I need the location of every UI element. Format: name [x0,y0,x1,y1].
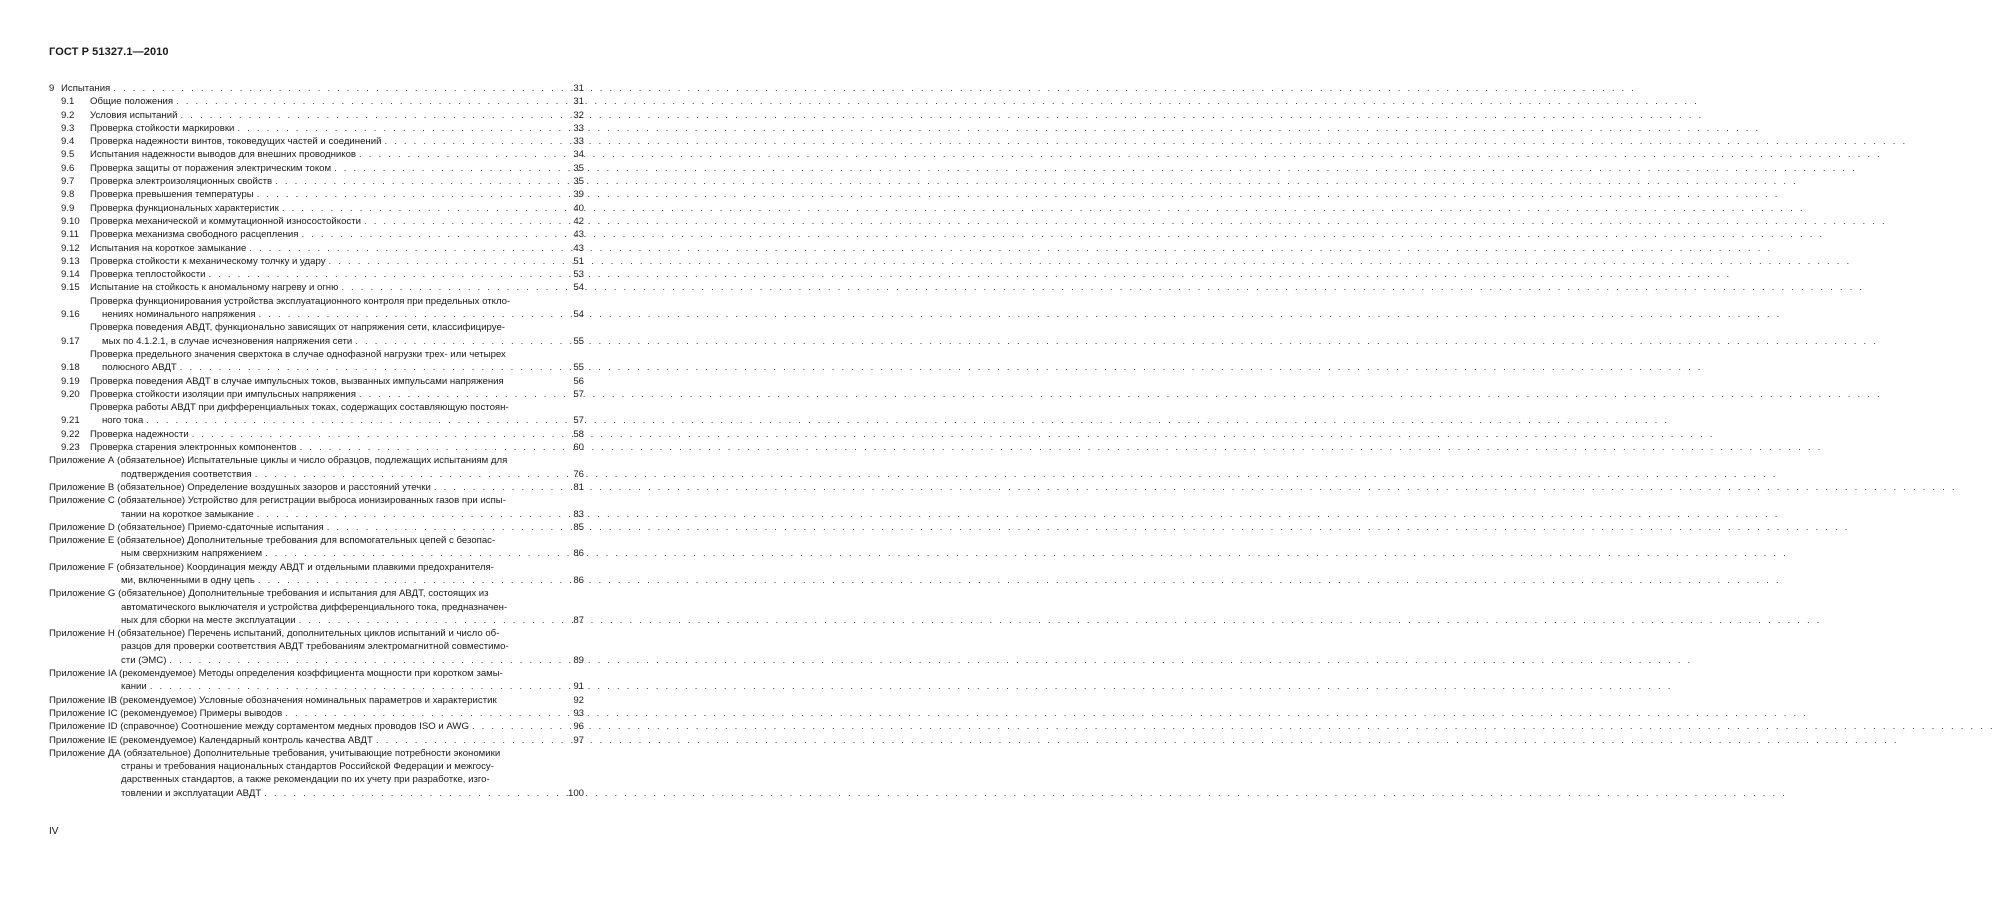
toc-entry-page: 51 [573,255,584,267]
toc-appendix-entry[interactable] [49,720,584,733]
toc-entry-title: Проверка надежности винтов, токоведущих частей и соединений [90,136,382,148]
page-number: IV [49,826,59,837]
toc-entry-title: Приложение А (обязательное) Испытательные циклы и число образцов, подлежащих испытаниям для [49,455,508,467]
toc-entry[interactable] [49,228,584,241]
dot-leader [272,175,558,188]
toc-entry[interactable] [49,441,584,454]
toc-entry-number: 9.18 [61,362,80,374]
toc-entry-number: 9.23 [61,442,80,454]
toc-entry-title: полюсного АВДТ [102,362,177,374]
dot-leader [331,162,558,175]
toc-entry-number: 9.19 [61,375,80,387]
toc-entry-number: 9.16 [61,309,80,321]
toc-entry-title: Проверка функциональных характеристик [90,202,279,214]
toc-entry-title: тании на короткое замыкание [121,508,254,520]
toc-entry[interactable] [49,242,584,255]
toc-entry-title: Проверка предельного значения сверхтока в случае однофазной нагрузки трех- или четырех [90,348,506,360]
toc-entry-number: 9.14 [61,269,80,281]
toc-entry-title: Проверка теплостойкости [90,269,206,281]
toc-entry-page: 33 [573,136,584,148]
toc-entry-title: Общие положения [90,96,174,108]
toc-entry-title: Проверка функционирования устройства эксплуатационного контроля при предельных откло- [90,295,511,307]
toc-entry-page: 54 [573,282,584,294]
toc-entry[interactable] [49,401,584,428]
toc-entry[interactable] [49,122,584,135]
toc-entry[interactable] [49,82,584,95]
toc-entry-number: 9.9 [61,202,75,214]
toc-entry-title: товлении и эксплуатации АВДТ [121,787,262,799]
dot-leader [254,188,558,201]
dot-leader [254,508,558,521]
toc-entry-title: страны и требования национальных стандартов Российской Федерации и межгосу- [121,761,494,773]
toc-entry-page: 57 [573,388,584,400]
dot-leader [282,707,558,720]
toc-entry-title: разцов для проверки соответствия АВДТ требованиям электромагнитной совместимо- [121,641,509,653]
dot-leader [338,281,558,294]
toc-entry-title: Условия испытаний [90,109,178,121]
toc-entry-number: 9.13 [61,255,80,267]
toc-entry-title: ных для сборки на месте эксплуатации [121,614,296,626]
dot-leader [356,388,558,401]
toc-appendix-entry[interactable] [49,707,584,720]
dot-leader [205,268,558,281]
toc-entry-page: 96 [573,721,584,733]
toc-entry[interactable] [49,255,584,268]
toc-entry-page: 55 [573,362,584,374]
toc-entry-page: 58 [573,428,584,440]
dot-leader [143,414,558,427]
toc-entry-title: Проверка старения электронных компонентов [90,442,297,454]
dot-leader [381,135,558,148]
toc-appendix-entry[interactable] [49,747,584,800]
toc-entry[interactable] [49,321,584,348]
toc-entry-number: 9.22 [61,428,80,440]
toc-entry-title: Проверка поведения АВДТ в случае импульсных токов, вызванных импульсами напряжения [90,375,504,387]
toc-entry[interactable] [49,188,584,201]
toc-appendix-entry[interactable] [49,627,584,667]
toc-entry-title: подтверждения соответствия [121,468,252,480]
dot-leader [261,787,558,800]
toc-entry-page: 81 [573,481,584,493]
toc-entry-title: ного тока [102,415,144,427]
toc-entry-title: кании [121,681,147,693]
toc-entry-title: мых по 4.1.2.1, в случае исчезновения напряжения сети [102,335,353,347]
dot-leader [256,308,558,321]
toc-appendix-entry[interactable] [49,481,584,494]
toc-entry[interactable] [49,215,584,228]
dot-leader [324,521,558,534]
toc-entry-number: 9 [49,83,55,94]
toc-entry-title: Испытания на короткое замыкание [90,242,247,254]
toc-entry-title: Проверка надежности [90,428,189,440]
toc-entry-title: Проверка стойкости изоляции при импульсных напряжения [90,388,356,400]
toc-entry-page: 42 [573,215,584,227]
dot-leader [178,109,559,122]
toc-entry-page: 100 [567,787,584,799]
toc-appendix-entry[interactable] [49,694,584,707]
document-header: ГОСТ Р 51327.1—2010 [49,46,169,58]
dot-leader [431,481,558,494]
toc-entry-page: 39 [573,189,584,201]
toc-entry-title: Приложение D (обязательное) Приемо-сдаточные испытания [49,521,324,533]
dot-leader [255,574,558,587]
toc-entry-title: Приложение Е (обязательное) Дополнительные требования для вспомогательных цепей с безопас- [49,535,496,547]
toc-entry[interactable] [49,428,584,441]
dot-leader [296,614,558,627]
toc-appendix-entry[interactable] [49,521,584,534]
toc-entry[interactable] [49,95,584,108]
toc-entry-title: Приложение IA (рекомендуемое) Методы определения коэффициента мощности при коротком замы- [49,668,503,680]
dot-leader [356,148,558,161]
toc-appendix-entry[interactable] [49,454,584,481]
toc-entry[interactable] [49,175,584,188]
toc-entry-page: 53 [573,269,584,281]
dot-leader [262,547,558,560]
toc-entry-number: 9.1 [61,96,75,108]
toc-entry-title: автоматического выключателя и устройства дифференциального тока, предназначен- [121,601,508,613]
toc-entry-page: 86 [573,548,584,560]
toc-entry-title: Приложение IE (рекомендуемое) Календарный контроль качества АВДТ [49,734,373,746]
toc-entry-page: 89 [573,654,584,666]
toc-entry-page: 33 [573,122,584,134]
toc-entry[interactable] [49,348,584,375]
toc-entry-number: 9.11 [61,229,79,241]
toc-appendix-entry[interactable] [49,494,584,521]
toc-entry-page: 56 [573,375,584,387]
toc-entry-title: Проверка превышения температуры [90,189,254,201]
toc-entry-page: 97 [573,734,584,746]
toc-entry-page: 31 [573,83,584,94]
toc-appendix-entry[interactable] [49,561,584,588]
dot-leader [352,335,558,348]
toc-entry-number: 9.12 [61,242,80,254]
toc-entry-title: Проверка поведения АВДТ, функционально зависящих от напряжения сети, классифицируе- [90,322,505,334]
toc-entry-title: Приложение Н (обязательное) Перечень испытаний, дополнительных циклов испытаний и число об- [49,628,500,640]
dot-leader [252,468,558,481]
toc-entry-page: 35 [573,176,584,188]
toc-entry[interactable] [49,295,584,322]
toc-entry-page: 87 [573,614,584,626]
toc-entry-page: 91 [573,681,584,693]
toc-entry[interactable] [49,109,584,122]
toc-entry-number: 9.2 [61,109,75,121]
toc-appendix-entry[interactable] [49,534,584,561]
toc-entry-number: 9.5 [61,149,75,161]
toc-entry-title: Проверка механизма свободного расцепления [90,229,299,241]
toc-appendix-entry[interactable] [49,734,584,747]
toc-entry-page: 43 [573,242,584,254]
toc-entry[interactable] [49,148,584,161]
dot-leader [173,95,558,108]
toc-entry-number: 9.6 [61,162,75,174]
toc-entry-title: Испытания надежности выводов для внешних проводников [90,149,357,161]
toc-entry-title: ми, включенными в одну цепь [121,574,255,586]
toc-entry-title: Испытание на стойкость к аномальному нагреву и огню [90,282,339,294]
toc-entry[interactable] [49,162,584,175]
toc-entry-page: 92 [573,694,584,706]
toc-entry[interactable] [49,388,584,401]
dot-leader [166,654,558,667]
dot-leader [279,202,558,215]
toc-entry-number: 9.7 [61,176,75,188]
toc-entry-number: 9.20 [61,388,80,400]
toc-entry-title: Приложение F (обязательное) Координация между АВДТ и отдельными плавкими предохранителя- [49,561,494,573]
toc-entry-number: 9.21 [61,415,80,427]
toc-entry-title: Приложение IB (рекомендуемое) Условные обозначения номинальных параметров и характеристик [49,694,497,706]
toc-entry-title: Приложение В (обязательное) Определение воздушных зазоров и расстояний утечки [49,481,431,493]
toc-entry-page: 40 [573,202,584,214]
dot-leader [246,242,558,255]
toc-entry-title: Испытания [61,83,111,94]
toc-entry-title: Проверка стойкости маркировки [90,122,235,134]
toc-entry-title: Проверка электроизоляционных свойств [90,176,273,188]
toc-entry-page: 83 [573,508,584,520]
dot-leader [147,680,558,693]
toc-entry-title: Проверка стойкости к механическому толчку и удару [90,255,326,267]
toc-entry-title: Приложение IC (рекомендуемое) Примеры выводов [49,707,283,719]
toc-entry-title: дарственных стандартов, а также рекомендации по их учету при разработке, изго- [121,774,490,786]
toc-entry-number: 9.17 [61,335,80,347]
toc-entry[interactable] [49,281,584,294]
toc-entry-page: 76 [573,468,584,480]
toc-entry-page: 86 [573,574,584,586]
dot-leader [177,361,558,374]
toc-entry-title: Приложение ID (справочное) Соотношение между сортаментом медных проводов ISO и AWG [49,721,469,733]
toc-entry-number: 9.3 [61,122,75,134]
dot-leader [326,255,559,268]
dot-leader [361,215,558,228]
dot-leader [110,82,558,95]
dot-leader [469,720,558,733]
toc-entry-title: сти (ЭМС) [121,654,167,666]
toc-entry-page: 57 [573,415,584,427]
dot-leader [373,734,558,747]
toc-entry[interactable] [49,375,584,388]
toc-entry-page: 32 [573,109,584,121]
toc-entry-title: Приложение G (обязательное) Дополнительные требования и испытания для АВДТ, состоящих из [49,588,489,600]
dot-leader [298,228,558,241]
toc-entry-number: 9.15 [61,282,80,294]
toc-entry-page: 93 [573,707,584,719]
dot-leader [189,428,558,441]
toc-entry-page: 43 [573,229,584,241]
toc-entry-title: Проверка работы АВДТ при дифференциальных токах, содержащих составляющую постоян- [90,402,509,414]
toc-appendix-entry[interactable] [49,667,584,694]
toc-entry-page: 85 [573,521,584,533]
toc-entry-page: 35 [573,162,584,174]
toc-appendix-entry[interactable] [49,587,584,627]
toc-entry-page: 55 [573,335,584,347]
toc-entry-title: Проверка механической и коммутационной износостойкости [90,215,361,227]
toc-entry[interactable] [49,135,584,148]
toc-entry-page: 34 [573,149,584,161]
toc-entry-number: 9.4 [61,136,75,148]
toc-entry-page: 54 [573,309,584,321]
dot-leader [234,122,558,135]
toc-entry-title: Приложение С (обязательное) Устройство для регистрации выброса ионизированных газов при испы- [49,495,506,507]
toc-entry-title: нениях номинального напряжения [102,309,256,321]
toc-entry[interactable] [49,268,584,281]
toc-entry-number: 9.10 [61,215,80,227]
toc-entry-page: 60 [573,442,584,454]
toc-entry-title: ным сверхнизким напряжением [121,548,263,560]
dot-leader [297,441,558,454]
toc-entry-number: 9.8 [61,189,75,201]
toc-entry[interactable] [49,202,584,215]
table-of-contents [49,82,584,800]
toc-entry-page: 31 [573,96,584,108]
toc-entry-title: Проверка защиты от поражения электрическим током [90,162,332,174]
toc-entry-title: Приложение ДА (обязательное) Дополнительные требования, учитывающие потребности экономики [49,747,501,759]
